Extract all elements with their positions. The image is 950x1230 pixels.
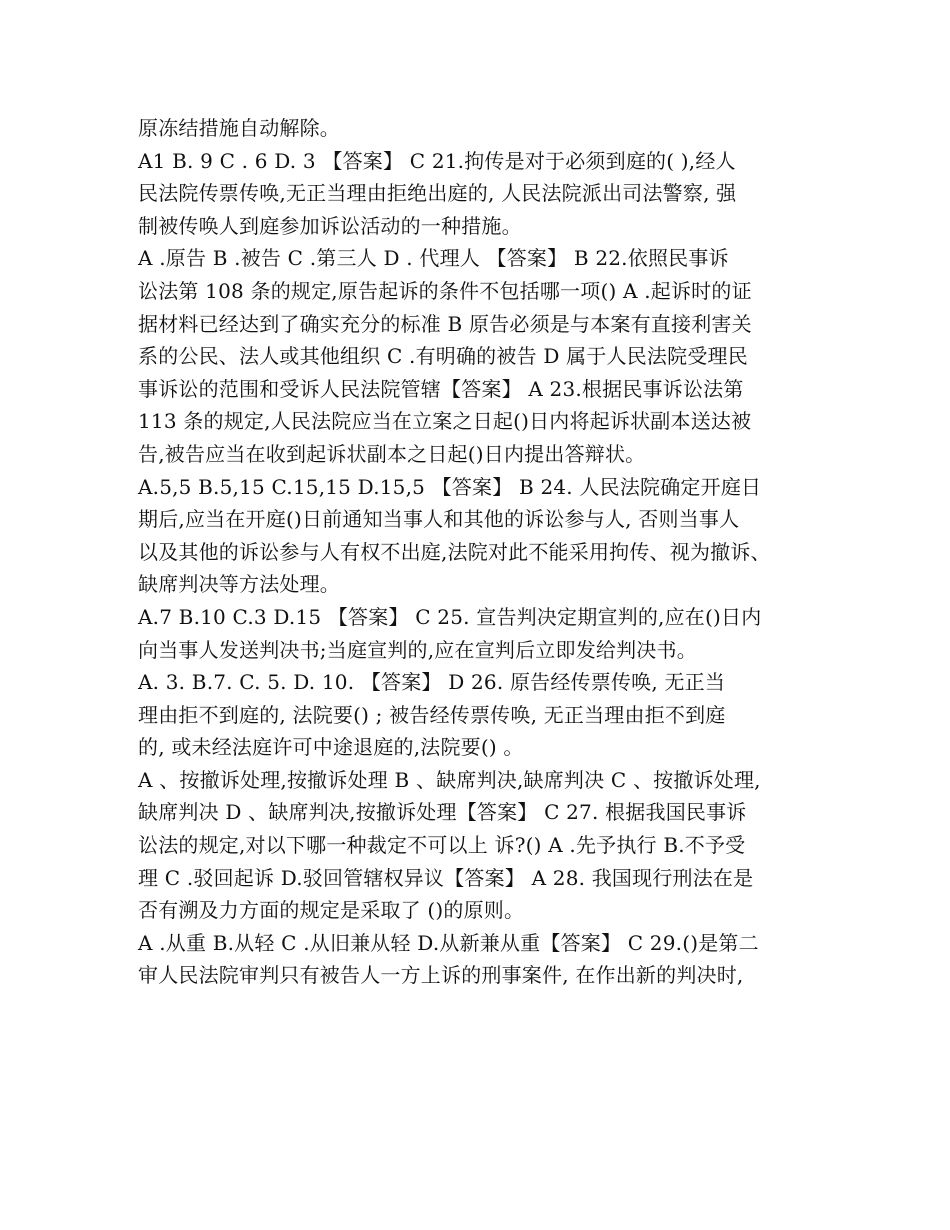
text-line: A. 3. B.7. C. 5. D. 10. 【答案】 D 26. 原告经传票传唤, 无正当 bbox=[138, 670, 726, 695]
text-line: 讼法的规定,对以下哪一种裁定不可以上 诉?() A .先予执行 B.不予受 bbox=[138, 833, 746, 858]
text-line: 期后,应当在开庭()日前通知当事人和其他的诉讼参与人, 否则当事人 bbox=[138, 507, 740, 532]
text-line: A .从重 B.从轻 C .从旧兼从轻 D.从新兼从重【答案】 C 29.()是第二 bbox=[138, 930, 759, 955]
text-line: 缺席判决等方法处理。 bbox=[138, 572, 340, 597]
text-line: 系的公民、法人或其他组织 C .有明确的被告 D 属于人民法院受理民 bbox=[138, 344, 748, 369]
text-line: 据材料已经达到了确实充分的标准 B 原告必须是与本案有直接利害关 bbox=[138, 311, 752, 336]
text-line: 缺席判决 D 、缺席判决,按撤诉处理【答案】 C 27. 根据我国民事诉 bbox=[138, 800, 747, 825]
text-line: 原冻结措施自动解除。 bbox=[138, 116, 340, 140]
text-line: 以及其他的诉讼参与人有权不出庭,法院对此不能采用拘传、视为撤诉、 bbox=[138, 539, 771, 564]
text-line: A 、按撤诉处理,按撤诉处理 B 、缺席判决,缺席判决 C 、按撤诉处理, bbox=[138, 767, 761, 792]
text-line: 讼法第 108 条的规定,原告起诉的条件不包括哪一项() A .起诉时的证 bbox=[138, 278, 752, 303]
text-line: 理由拒不到庭的, 法院要() ; 被告经传票传唤, 无正当理由拒不到庭 bbox=[138, 702, 726, 727]
text-line: A.7 B.10 C.3 D.15 【答案】 C 25. 宣告判决定期宣判的,应在()日内 bbox=[138, 604, 762, 629]
text-line: A .原告 B .被告 C .第三人 D . 代理人 【答案】 B 22.依照民事诉 bbox=[138, 246, 729, 271]
text-line: 否有溯及力方面的规定是采取了 ()的原则。 bbox=[138, 898, 525, 923]
text-line: 理 C .驳回起诉 D.驳回管辖权异议【答案】 A 28. 我国现行刑法在是 bbox=[138, 865, 754, 890]
text-line: 告,被告应当在收到起诉状副本之日起()日内提出答辩状。 bbox=[138, 441, 646, 466]
text-line: 制被传唤人到庭参加诉讼活动的一种措施。 bbox=[138, 213, 522, 238]
text-line: A1 B. 9 C . 6 D. 3 【答案】 C 21.拘传是对于必须到庭的( ),经人 bbox=[138, 148, 736, 173]
text-line: 事诉讼的范围和受诉人民法院管辖【答案】 A 23.根据民事诉讼法第 bbox=[138, 376, 744, 401]
text-line: 向当事人发送判决书;当庭宣判的,应在宣判后立即发给判决书。 bbox=[138, 637, 697, 662]
text-line: 的, 或未经法庭许可中途退庭的,法院要() 。 bbox=[138, 735, 524, 760]
text-line: 审人民法院审判只有被告人一方上诉的刑事案件, 在作出新的判决时, bbox=[138, 963, 744, 988]
text-line: A.5,5 B.5,15 C.15,15 D.15,5 【答案】 B 24. 人民法院确定开庭日 bbox=[138, 474, 762, 499]
text-line: 民法院传票传唤,无正当理由拒绝出庭的, 人民法院派出司法警察, 强 bbox=[138, 181, 737, 206]
document-body bbox=[138, 112, 828, 992]
text-line: 113 条的规定,人民法院应当在立案之日起()日内将起诉状副本送达被 bbox=[138, 409, 752, 434]
